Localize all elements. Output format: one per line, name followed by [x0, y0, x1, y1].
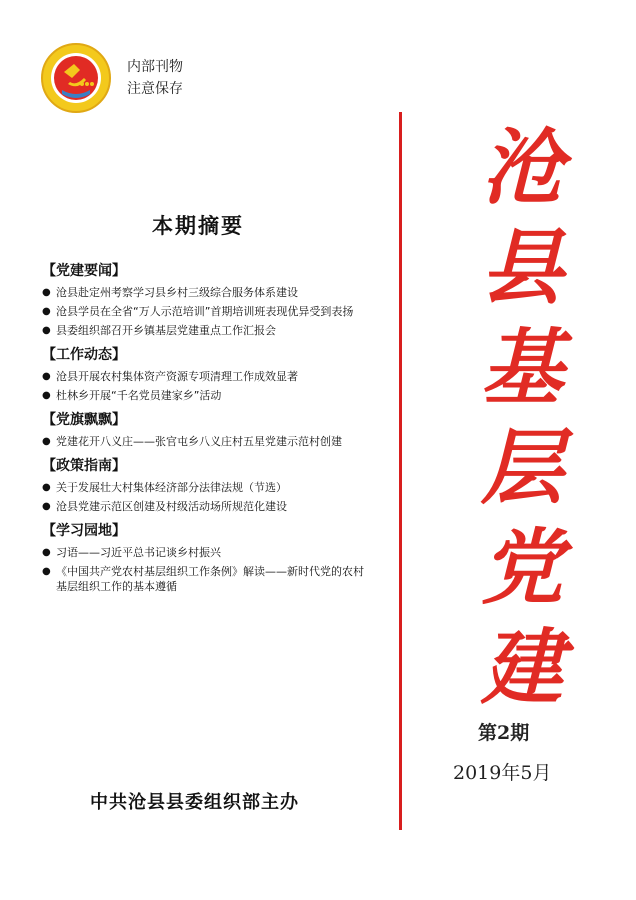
toc-item-text: 沧县党建示范区创建及村级活动场所规范化建设 — [56, 500, 287, 513]
party-emblem-logo — [40, 42, 112, 114]
toc-item-text: 沧县赴定州考察学习县乡村三级综合服务体系建设 — [56, 286, 298, 299]
bullet-icon: ● — [42, 566, 51, 577]
title-char: 县 — [481, 220, 563, 316]
internal-publication-notice — [127, 56, 183, 100]
magazine-title — [462, 118, 582, 718]
toc-section-title: 【党旗飘飘】 — [42, 412, 126, 428]
toc-section — [42, 260, 372, 338]
toc-item — [42, 285, 372, 300]
title-char: 沧 — [481, 120, 563, 216]
issue-number: 第2期 — [478, 722, 530, 744]
publisher: 中共沧县县委组织部主办 — [90, 792, 299, 813]
toc-section — [42, 520, 372, 594]
bullet-icon: ● — [42, 287, 51, 298]
notice-line-1: 内部刊物 — [127, 59, 183, 75]
notice-line-2: 注意保存 — [127, 81, 183, 97]
toc-item-text: 党建花开八义庄——张官屯乡八义庄村五星党建示范村创建 — [56, 435, 342, 448]
toc-item — [42, 545, 372, 560]
toc-section-title: 【政策指南】 — [42, 458, 126, 474]
toc-section — [42, 455, 372, 514]
title-char: 党 — [481, 520, 563, 616]
bullet-icon: ● — [42, 306, 51, 317]
issue-date: 2019年5月 — [453, 762, 552, 784]
toc-section — [42, 344, 372, 403]
toc-item-text: 习语——习近平总书记谈乡村振兴 — [56, 546, 221, 559]
title-char: 层 — [481, 420, 563, 516]
toc-item — [42, 564, 372, 594]
toc-item-text: 《中国共产党农村基层组织工作条例》解读——新时代党的农村基层组织工作的基本遵循 — [56, 565, 364, 593]
bullet-icon: ● — [42, 501, 51, 512]
toc-item — [42, 323, 372, 338]
bullet-icon: ● — [42, 547, 51, 558]
bullet-icon: ● — [42, 436, 51, 447]
bullet-icon: ● — [42, 371, 51, 382]
toc-title: 本期摘要 — [152, 214, 244, 238]
toc-item-text: 关于发展壮大村集体经济部分法律法规（节选） — [56, 481, 287, 494]
toc-item-text: 沧县开展农村集体资产资源专项清理工作成效显著 — [56, 370, 298, 383]
toc-section — [42, 409, 372, 449]
toc-item-text: 县委组织部召开乡镇基层党建重点工作汇报会 — [56, 324, 276, 337]
vertical-red-rule — [399, 112, 402, 830]
toc-item — [42, 388, 372, 403]
toc-section-title: 【学习园地】 — [42, 523, 126, 539]
toc-item-text: 沧县学员在全省“万人示范培训”首期培训班表现优异受到表扬 — [56, 305, 354, 318]
toc-section-title: 【工作动态】 — [42, 347, 126, 363]
toc-item-text: 杜林乡开展“千名党员建家乡”活动 — [56, 389, 222, 402]
toc-item — [42, 480, 372, 495]
toc-item — [42, 304, 372, 319]
title-char: 基 — [481, 320, 563, 416]
table-of-contents — [42, 260, 372, 600]
title-char: 建 — [481, 620, 563, 716]
bullet-icon: ● — [42, 482, 51, 493]
bullet-icon: ● — [42, 390, 51, 401]
toc-item — [42, 499, 372, 514]
toc-section-title: 【党建要闻】 — [42, 263, 126, 279]
toc-item — [42, 434, 372, 449]
toc-item — [42, 369, 372, 384]
bullet-icon: ● — [42, 325, 51, 336]
